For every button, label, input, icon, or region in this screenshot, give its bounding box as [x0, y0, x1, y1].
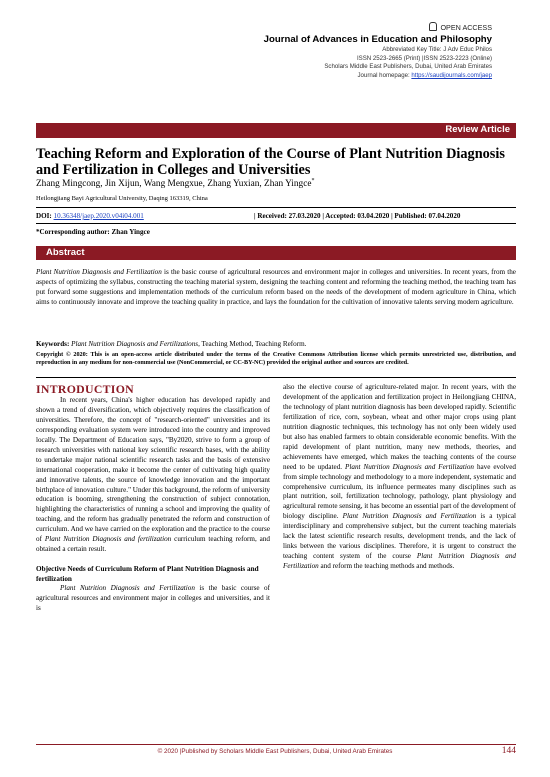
abstract-lead: Plant Nutrition Diagnosis and Fertilization	[36, 268, 162, 276]
publisher: Scholars Middle East Publishers, Dubai, United Arab Emirates	[324, 63, 492, 71]
open-access-badge	[429, 22, 492, 32]
right-text-b: have evolved from simple technology and methodology to a more independent, systematic and comprehensive curriculum, its influence permeates many disciplines such as plant nutrition, soil, fertilization technology, pathology, plant physiology and agricultural remote sensing, it has become an essential part of the development of biology discipline.	[283, 462, 516, 521]
doi-label: DOI:	[36, 212, 54, 220]
divider	[36, 223, 516, 224]
open-lock-icon	[429, 22, 437, 31]
keywords	[36, 340, 516, 348]
right-text-c: is a typical interdisciplinary and comprehensive subject, but the current teaching materials lack the latest scientific research results, development trends, and the lack of links between the various disciplines. Therefore, it is urgent to construct the teaching content system of the course	[283, 512, 516, 561]
right-text-d: and reform the teaching methods and methods.	[318, 562, 455, 571]
article-type-banner	[36, 123, 516, 138]
divider	[36, 207, 516, 208]
authors: Zhang Mingcong, Jin Xijun, Wang Mengxue, Zhang Yuxian, Zhan Yingce	[36, 179, 312, 190]
paper-title: Teaching Reform and Exploration of the Course of Plant Nutrition Diagnosis and Fertilization in Colleges and Universities	[36, 146, 505, 178]
corresponding-author: *Corresponding author: Zhan Yingce	[36, 228, 150, 236]
intro-paragraph	[36, 396, 270, 555]
publication-info	[324, 46, 492, 81]
journal-title: Journal of Advances in Education and Philosophy	[263, 34, 492, 45]
abbrev-title: Abbreviated Key Title: J Adv Educ Philos	[382, 46, 492, 53]
paragraph-2	[36, 584, 270, 614]
abstract-text	[36, 268, 516, 308]
footer-text: © 2020 |Published by Scholars Middle East Publishers, Dubai, United Arab Emirates	[157, 748, 393, 755]
page-number: 144	[501, 746, 516, 756]
keywords-label: Keywords:	[36, 340, 72, 348]
intro-text: In recent years, China's higher education has developed rapidly and shown a trend of diversification, which objectively requires the classification of universities. Therefore, the concept of "research-oriented" universities and its corresponding evaluation system were introduced into the country and improved locally. The Department of Education says, "By2020, strive to form a group of research universities with national key scientific research bases, with the ability to undertake major national scientific research tasks and the basis of extensive international cooperation, make it become the center of cultivating high quality and innovative talents, the source of knowledge innovation and the important birthplace of innovation culture." Under this background, the reform of university education is booming, strengthening the construction of subject connotation, highlighting the characteristics of running a school and improving the quality of teaching, and the reform has gradually penetrated the reform and construction of curriculum. And we have carried on the exploration and the practice to the course of	[36, 395, 270, 544]
abstract-body: is the basic course of agricultural resources and environment major in colleges and universities. In recent years, from the aspects of optimizing the syllabus, constructing the teaching material system, designing the teaching content and reforming the teaching method, the teaching team has put forward some suggestions and implementation methods of the curriculum reform based on the needs of the development of modern agriculture in China, which aims to continuously innovate and improve the teaching quality in practice, and lays the foundation for the cultivation of innovative talents serving modern agriculture.	[36, 268, 516, 306]
right-paragraph	[283, 383, 516, 572]
dates: | Received: 27.03.2020 | Accepted: 03.04.2020 | Published: 07.04.2020	[254, 212, 461, 220]
left-column	[36, 382, 270, 614]
intro-italic: Plant Nutrition Diagnosis and fertilization	[44, 535, 172, 544]
subsection-heading: Objective Needs of Curriculum Reform of Plant Nutrition Diagnosis and fertilization	[36, 565, 259, 583]
right-column	[283, 383, 516, 572]
abstract-heading: Abstract	[46, 247, 85, 258]
homepage-link[interactable]: https://saudijournals.com/jaep	[411, 72, 492, 80]
corresponding-mark: *	[311, 178, 315, 184]
abstract-banner	[36, 246, 516, 260]
copyright-notice: Copyright © 2020: This is an open-access article distributed under the terms of the Creative Commons Attribution license which permits unrestricted use, distribution, and reproduction in any medium for non-commercial use (NonCommercial, or CC-BY-NC) provided the original author and sources are credited.	[36, 351, 516, 367]
affiliation: Heilongjiang Bayi Agricultural University, Daqing 163319, China	[36, 195, 208, 202]
footer-divider	[36, 744, 516, 745]
doi-line	[36, 212, 144, 220]
keywords-rest: , Teaching Method, Teaching Reform.	[198, 340, 307, 348]
divider	[36, 377, 516, 378]
open-access-label: OPEN ACCESS	[440, 23, 492, 32]
intro-text-end: curriculum teaching reform, and obtained a certain result.	[36, 535, 270, 554]
section-heading-introduction: INTRODUCTION	[36, 382, 134, 396]
p2-italic: Plant Nutrition Diagnosis and Fertilization	[60, 584, 195, 593]
right-italic-1: Plant Nutrition Diagnosis and Fertilization	[345, 462, 474, 471]
homepage	[324, 72, 492, 81]
right-italic-2: Plant Nutrition Diagnosis and Fertilization	[342, 512, 477, 521]
issn: ISSN 2523-2665 (Print) |ISSN 2523-2223 (Online)	[356, 54, 492, 62]
right-text-a: also the elective course of agriculture-related major. In recent years, with the development of the application and fertilization project in Heilongjiang CHINA, the technology of plant nutrition diagnosis has been developed rapidly. Scientific fertilization of rice, corn, soybean, wheat and other major crops using plant nutrition diagnostic techniques, this technology has not only been widely used but also has enabled farmers to obtain considerable economic benefits. With the rapid development of plant nutrition, many new methods, theories, and achievements have emerged, which makes the teaching contents of the course need to be updated.	[283, 383, 516, 471]
author-list	[36, 178, 314, 189]
p2-text: is the basic course of agricultural resources and environment major in colleges and universities, and it is	[36, 584, 270, 613]
right-italic-3: Plant Nutrition Diagnosis and Fertilization	[283, 552, 516, 571]
homepage-label: Journal homepage:	[357, 72, 412, 80]
doi-link[interactable]: 10.36348/jaep.2020.v04i04.001	[53, 212, 144, 220]
article-type-label: Review Article	[445, 124, 510, 135]
keywords-italic: Plant Nutrition Diagnosis and Fertilizations	[71, 340, 199, 348]
